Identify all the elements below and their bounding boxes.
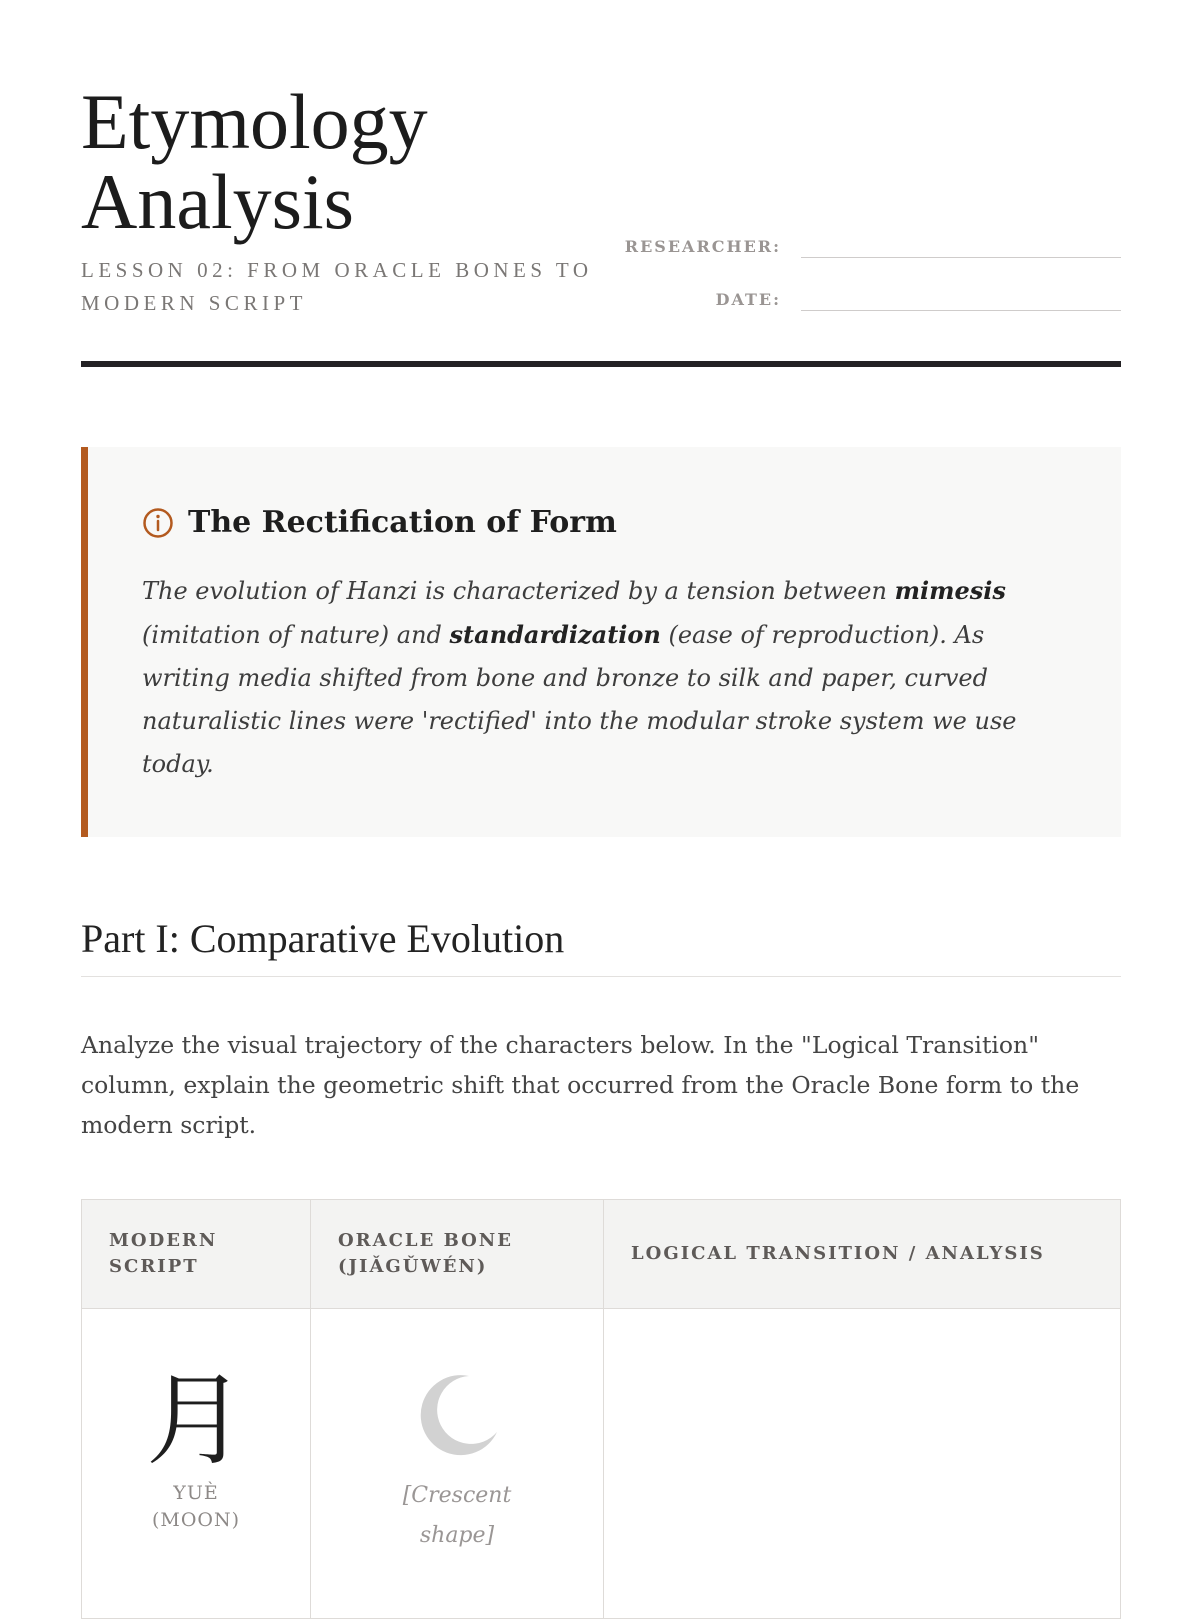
callout-text-part-2: (imitation of nature) and xyxy=(142,621,450,649)
callout-text-part-1: The evolution of Hanzi is characterized by a tension between xyxy=(142,577,895,605)
callout-term-standardization: standardization xyxy=(449,620,661,649)
modern-character: 月 xyxy=(146,1362,246,1479)
table-header xyxy=(82,1200,1120,1309)
callout-text xyxy=(142,569,1062,786)
title-line-1: Etymology xyxy=(81,78,428,165)
section-instructions: Analyze the visual trajectory of the characters below. In the "Logical Transition" column, explain the geometric shift that occurred from the Oracle Bone form to the modern script. xyxy=(81,1031,1080,1139)
character-reading: YUÈ (MOON) xyxy=(151,1482,241,1531)
researcher-field xyxy=(611,228,1121,258)
page-title xyxy=(81,78,641,245)
evolution-table xyxy=(81,1199,1121,1619)
lesson-subtitle: LESSON 02: FROM ORACLE BONES TO MODERN SCRIPT xyxy=(81,258,593,315)
researcher-label: RESEARCHER: xyxy=(624,237,781,256)
callout-box xyxy=(81,447,1121,837)
researcher-input-line[interactable] xyxy=(801,257,1121,258)
analysis-answer-cell[interactable] xyxy=(604,1308,1120,1620)
date-input-line[interactable] xyxy=(801,310,1121,311)
date-field xyxy=(611,281,1121,311)
callout-text-part-3: (ease of reproduction). As writing media shifted from bone and bronze to silk and paper, curved naturalistic lines were 'rectified' into the modular stroke system we use today. xyxy=(142,621,1017,778)
section-title: Part I: Comparative Evolution xyxy=(81,915,1121,977)
title-line-2: Analysis xyxy=(81,158,354,245)
column-header-modern: MODERN SCRIPT xyxy=(109,1230,218,1277)
header-divider xyxy=(81,361,1121,367)
callout-title: The Rectification of Form xyxy=(188,505,617,540)
info-icon xyxy=(142,507,174,539)
callout-header xyxy=(142,505,617,540)
date-label: DATE: xyxy=(715,290,781,309)
column-header-analysis: LOGICAL TRANSITION / ANALYSIS xyxy=(631,1243,1045,1264)
table-row-oracle-cell xyxy=(311,1308,603,1556)
callout-term-mimesis: mimesis xyxy=(894,576,1006,605)
column-header-oracle: ORACLE BONE (JIǍGǓWÉN) xyxy=(338,1230,513,1277)
table-row-modern-cell xyxy=(82,1308,310,1534)
oracle-caption: [Crescent shape] xyxy=(402,1483,512,1548)
crescent-moon-icon xyxy=(411,1370,503,1462)
